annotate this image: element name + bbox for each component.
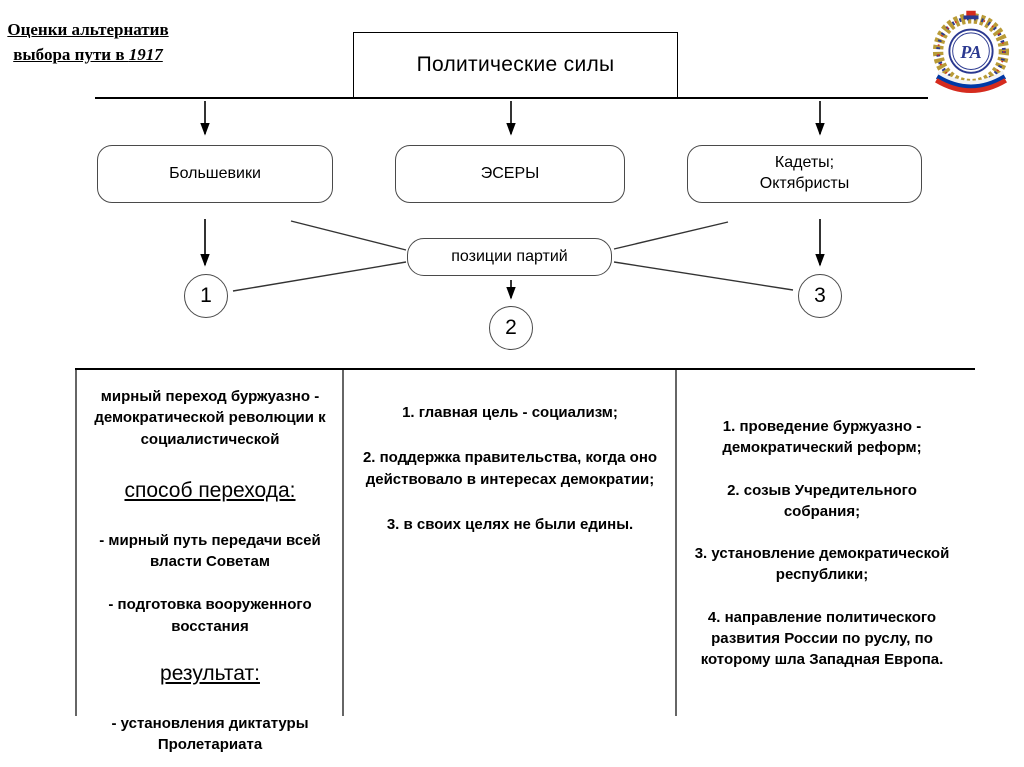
column-esery xyxy=(352,402,668,559)
link-positions-kadety xyxy=(614,222,728,249)
kadety-item: 3. установление демократической республики; xyxy=(694,545,950,584)
node-kadety-line2: Октябристы xyxy=(759,175,850,192)
bolsheviks-intro: мирный переход буржуазно - демократической революции к социалистической xyxy=(94,388,326,448)
marker-circle-1: 1 xyxy=(184,274,228,318)
node-kadety-line1: Кадеты; xyxy=(774,154,835,172)
kadety-item: 4. направление политического развития России по руслу, по которому шла Западная Европа. xyxy=(700,608,944,669)
page-title-line1: Оценки альтернатив xyxy=(7,20,169,39)
esery-item: 1. главная цель - социализм; xyxy=(402,404,618,421)
link-bolsheviks-positions xyxy=(291,221,406,250)
node-bolsheviks: Большевики xyxy=(97,145,333,203)
esery-item: 2. поддержка правительства, когда оно действовало в интересах демократии; xyxy=(362,449,658,488)
link-marker1-positions xyxy=(233,262,406,291)
page-title-year: 1917 xyxy=(128,44,163,64)
page-title xyxy=(4,18,172,67)
node-esery: ЭСЕРЫ xyxy=(395,145,625,203)
bolsheviks-method-header: способ перехода: xyxy=(124,478,296,502)
node-party-positions: позиции партий xyxy=(407,238,612,276)
bolsheviks-method-item: - мирный путь передачи всей власти Советам xyxy=(99,531,321,570)
marker-circle-3: 3 xyxy=(798,274,842,318)
column-kadety xyxy=(688,416,956,692)
node-political-forces: Политические силы xyxy=(353,32,678,98)
university-emblem-graphic xyxy=(924,6,1018,102)
kadety-item: 2. созыв Учредительного собрания; xyxy=(727,481,917,520)
svg-text:РА: РА xyxy=(960,41,982,62)
bolsheviks-result-item: - установления диктатуры Пролетариата xyxy=(111,714,309,753)
page-title-line2: выбора пути в xyxy=(13,44,129,64)
bolsheviks-method-item: - подготовка вооруженного восстания xyxy=(108,596,312,635)
column-bolsheviks xyxy=(82,386,338,767)
university-logo-icon xyxy=(924,6,1018,102)
node-kadety xyxy=(687,145,922,203)
kadety-item: 1. проведение буржуазно - демократический реформ; xyxy=(722,418,922,457)
marker-circle-2: 2 xyxy=(489,306,533,350)
link-positions-marker3 xyxy=(614,262,793,290)
bolsheviks-result-header: результат: xyxy=(160,661,260,685)
esery-item: 3. в своих целях не были едины. xyxy=(386,515,634,533)
